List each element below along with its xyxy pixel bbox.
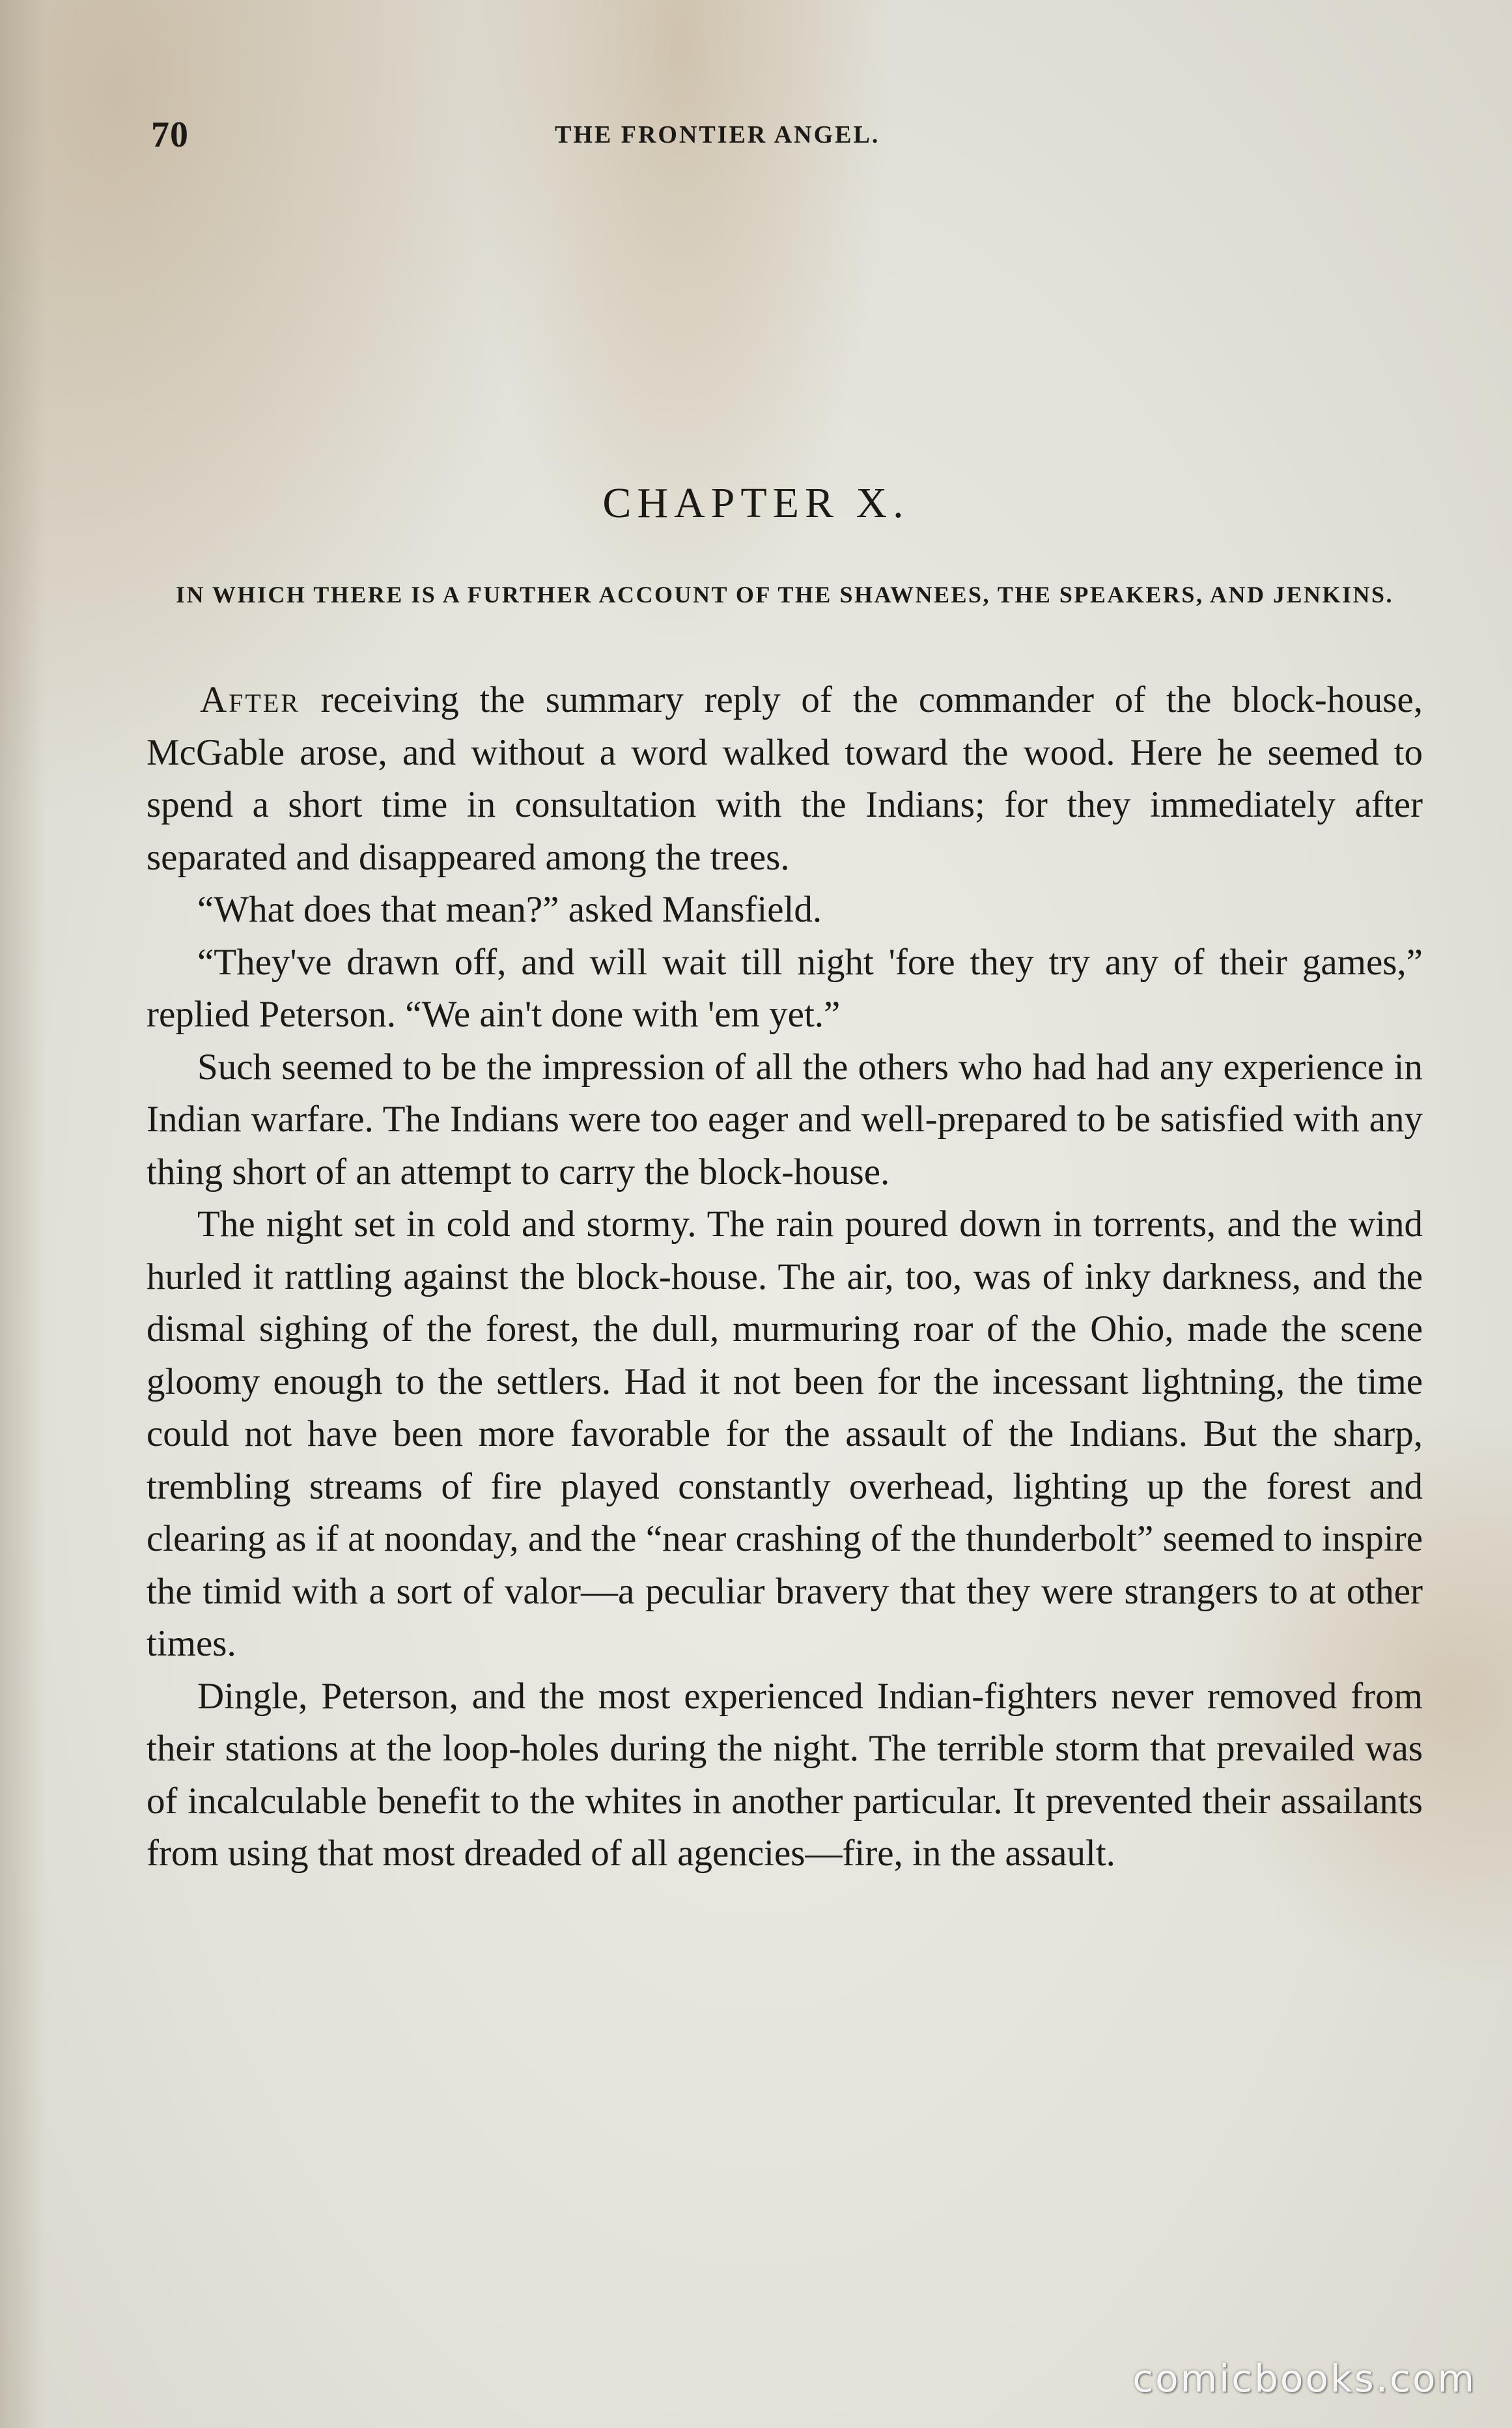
running-head — [151, 114, 1414, 160]
page-number: 70 — [151, 115, 189, 155]
paragraph-text: receiving the summary reply of the commander of the block-house, McGable arose, and without a word walked toward the wood. Here he seemed to spend a short time in consultation with the Indians; for they immediately after separated and disappeared among the trees. — [147, 679, 1423, 878]
paragraph — [147, 674, 1423, 884]
paragraph: “What does that mean?” asked Mansfield. — [197, 889, 822, 930]
opening-word: After — [200, 679, 300, 720]
paragraph: The night set in cold and stormy. The rain poured down in torrents, and the wind hurled it rattling against the block-house. The air, too, was of inky darkness, and the dismal sighing of the forest, the dull, murmuring roar of the Ohio, made the scene gloomy enough to the settlers. Had it not been for the incessant lightning, the time could not have been more favorable for the assault of the Indians. But the sharp, trembling streams of fire played constantly overhead, lighting up the forest and clearing as if at noonday, and the “near crashing of the thunderbolt” seemed to inspire the timid with a sort of valor—a peculiar bravery that they were strangers to at other times. — [147, 1204, 1423, 1664]
paragraph: Dingle, Peterson, and the most experienced Indian-fighters never removed from their stations at the loop-holes during the night. The terrible storm that prevailed was of incalculable benefit to the whites in another particular. It prevented their assailants from using that most dreaded of all agencies—fire, in the assault. — [147, 1675, 1423, 1874]
paragraph: Such seemed to be the impression of all the others who had had any experience in Indian warfare. The Indians were too eager and well-prepared to be satisfied with any thing short of an attempt to carry the block-house. — [147, 1046, 1423, 1193]
chapter-subtitle: IN WHICH THERE IS A FURTHER ACCOUNT OF THE SHAWNEES, THE SPEAKERS, AND JENKINS. — [175, 582, 1393, 608]
running-title: THE FRONTIER ANGEL. — [555, 121, 880, 148]
paragraph: “They've drawn off, and will wait till night 'fore they try any of their games,” replied Peterson. “We ain't done with 'em yet.” — [147, 941, 1423, 1035]
site-watermark: comicbooks.com — [1132, 2356, 1476, 2401]
chapter-heading: CHAPTER X. — [602, 479, 910, 527]
body-text — [147, 674, 1423, 1880]
